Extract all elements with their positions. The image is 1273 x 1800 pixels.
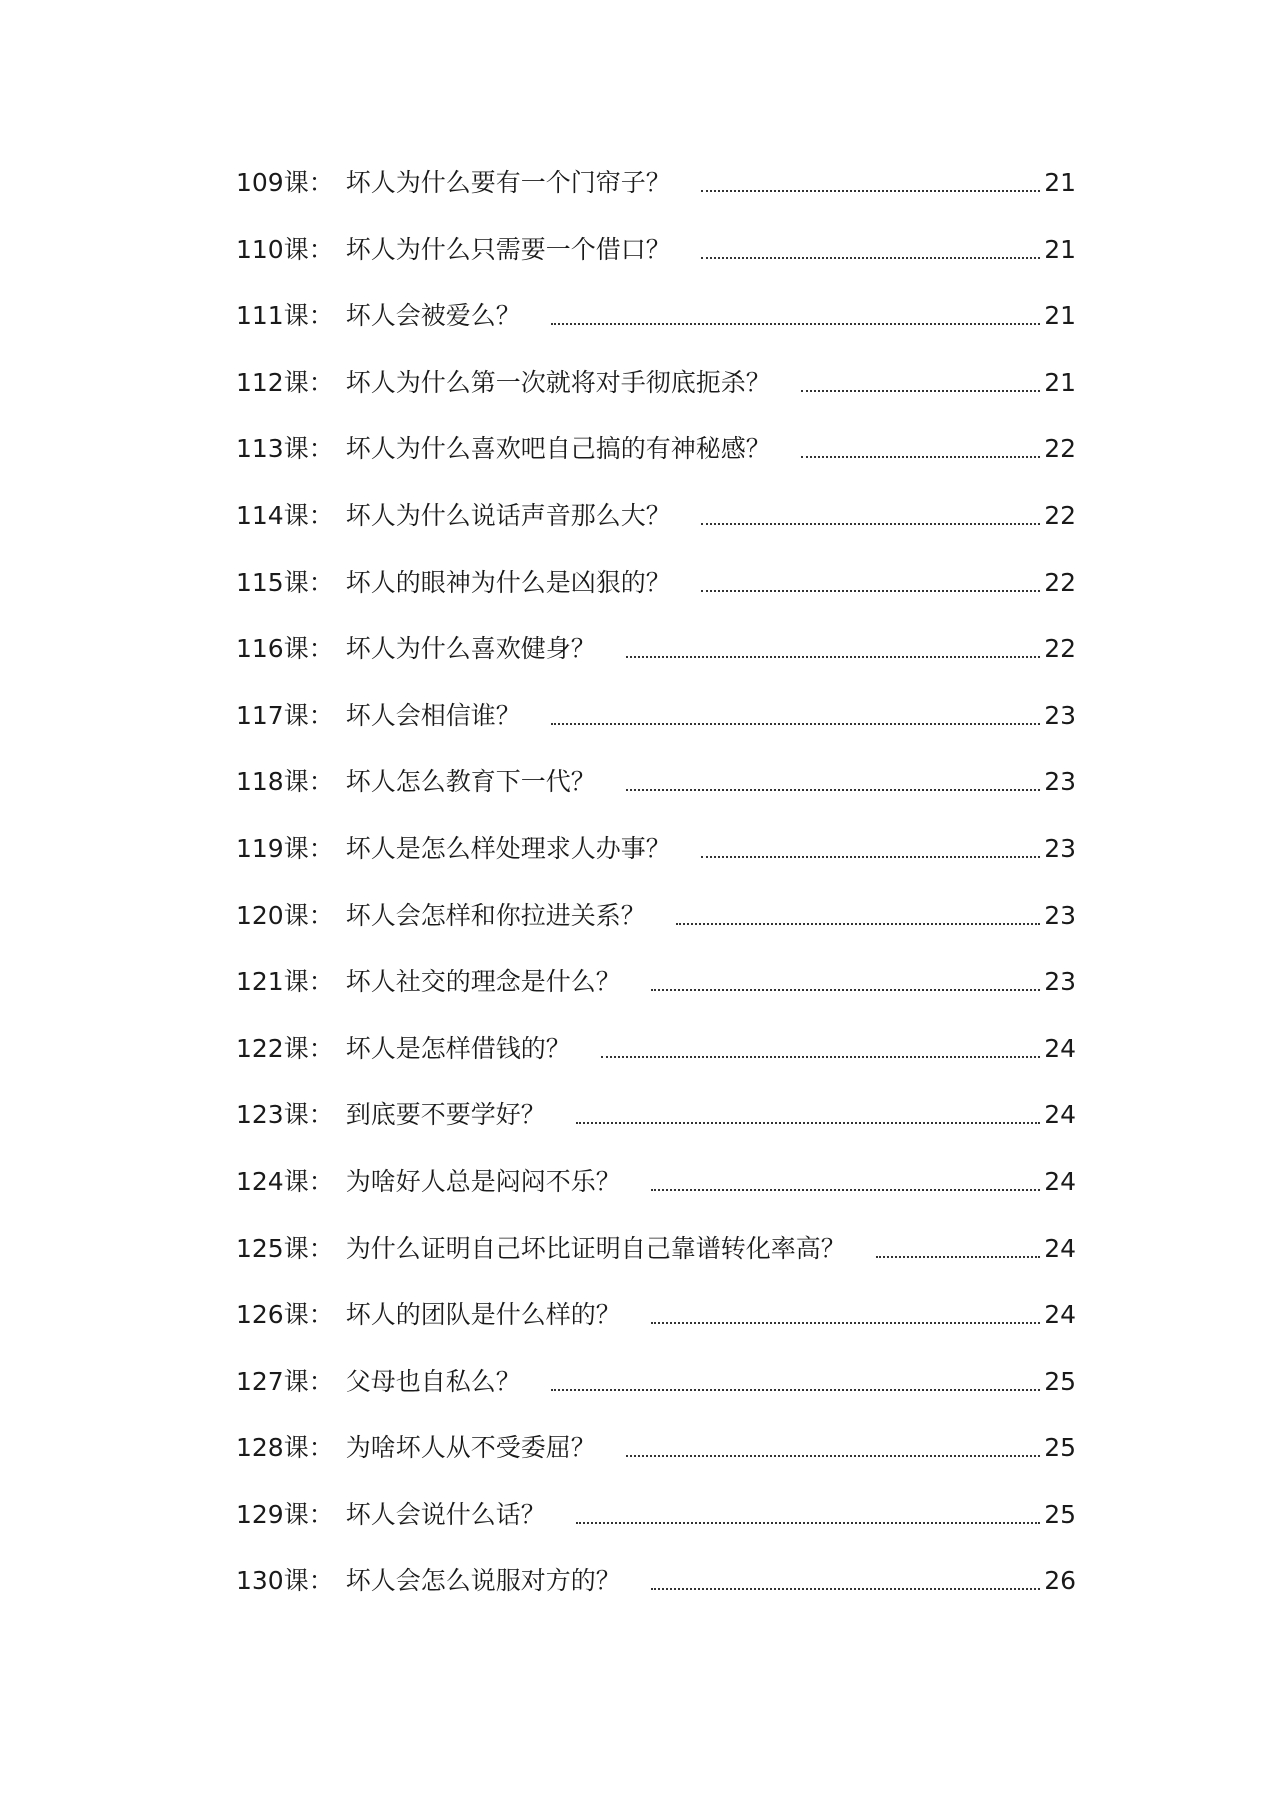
lesson-label: 课： [283, 500, 334, 530]
page-number: 24 [1044, 1166, 1076, 1196]
lesson-number: 129 [236, 1499, 284, 1529]
page-number: 23 [1044, 700, 1076, 730]
page-number: 23 [1044, 967, 1076, 997]
dot-leader [876, 1232, 1040, 1266]
lesson-number: 124 [236, 1166, 284, 1196]
dot-leader [551, 699, 1040, 733]
lesson-title: 坏人为什么第一次就将对手彻底扼杀？ [345, 367, 771, 397]
dot-leader [801, 366, 1040, 400]
page-number: 23 [1044, 767, 1076, 797]
lesson-label: 课： [283, 1433, 334, 1463]
lesson-number: 130 [236, 1566, 284, 1596]
toc-entry[interactable] [236, 1298, 1076, 1365]
lesson-number: 127 [236, 1366, 284, 1396]
toc-entry[interactable] [236, 366, 1076, 433]
lesson-label: 课： [283, 634, 334, 664]
lesson-label: 课： [283, 900, 334, 930]
toc-entry[interactable] [236, 1165, 1076, 1232]
toc-entry[interactable] [236, 632, 1076, 699]
lesson-title: 坏人为什么喜欢吧自己搞的有神秘感？ [345, 434, 771, 464]
page-number: 21 [1044, 367, 1076, 397]
lesson-number: 123 [236, 1100, 284, 1130]
page-number: 21 [1044, 301, 1076, 331]
dot-leader [651, 965, 1040, 999]
lesson-label: 课： [283, 1566, 334, 1596]
dot-leader [576, 1498, 1040, 1532]
lesson-label: 课： [283, 1499, 334, 1529]
lesson-title: 父母也自私么？ [345, 1366, 521, 1396]
lesson-label: 课： [283, 1233, 334, 1263]
lesson-number: 110 [236, 234, 284, 264]
page-number: 21 [1044, 234, 1076, 264]
lesson-title: 坏人会怎么说服对方的？ [345, 1566, 621, 1596]
lesson-number: 113 [236, 434, 284, 464]
toc-entry[interactable] [236, 432, 1076, 499]
lesson-title: 为什么证明自己坏比证明自己靠谱转化率高？ [345, 1233, 846, 1263]
page-number: 26 [1044, 1566, 1076, 1596]
dot-leader [626, 632, 1040, 666]
lesson-label: 课： [283, 168, 334, 197]
page-number: 25 [1044, 1499, 1076, 1529]
lesson-number: 128 [236, 1433, 284, 1463]
lesson-title: 为啥坏人从不受委屈？ [345, 1433, 596, 1463]
lesson-title: 坏人的团队是什么样的？ [345, 1300, 621, 1330]
page-number: 22 [1044, 434, 1076, 464]
toc-entry[interactable] [236, 965, 1076, 1032]
page-number: 24 [1044, 1300, 1076, 1330]
lesson-title: 坏人会说什么话？ [345, 1499, 546, 1529]
lesson-label: 课： [283, 434, 334, 464]
lesson-title: 坏人社交的理念是什么？ [345, 967, 621, 997]
dot-leader [626, 1431, 1040, 1465]
lesson-label: 课： [283, 234, 334, 264]
lesson-title: 为啥好人总是闷闷不乐？ [345, 1166, 621, 1196]
toc-entry[interactable] [236, 1365, 1076, 1432]
toc-entry[interactable] [236, 566, 1076, 633]
toc-entry[interactable] [236, 1098, 1076, 1165]
toc-entry[interactable] [236, 1564, 1076, 1631]
lesson-title: 坏人为什么只需要一个借口？ [345, 234, 671, 264]
lesson-title: 坏人是怎么样处理求人办事？ [345, 833, 671, 863]
lesson-label: 课： [283, 367, 334, 397]
toc-entry[interactable] [236, 1032, 1076, 1099]
lesson-label: 课： [283, 1100, 334, 1130]
lesson-title: 坏人怎么教育下一代？ [345, 767, 596, 797]
dot-leader [676, 899, 1040, 933]
lesson-title: 坏人会怎样和你拉进关系？ [345, 900, 646, 930]
lesson-number: 121 [236, 967, 284, 997]
lesson-label: 课： [283, 700, 334, 730]
dot-leader [551, 299, 1040, 333]
page-number: 22 [1044, 500, 1076, 530]
lesson-number: 114 [236, 500, 284, 530]
lesson-number: 117 [236, 700, 284, 730]
toc-entry[interactable] [236, 832, 1076, 899]
page-number: 24 [1044, 1233, 1076, 1263]
lesson-number: 109 [236, 168, 284, 197]
toc-entry[interactable] [236, 233, 1076, 300]
lesson-number: 120 [236, 900, 284, 930]
lesson-title: 坏人是怎样借钱的？ [345, 1033, 571, 1063]
toc-entry[interactable] [236, 899, 1076, 966]
dot-leader [701, 233, 1040, 267]
lesson-number: 115 [236, 567, 284, 597]
lesson-number: 111 [236, 301, 284, 331]
dot-leader [701, 499, 1040, 533]
toc-entry[interactable] [236, 299, 1076, 366]
lesson-label: 课： [283, 767, 334, 797]
lesson-number: 122 [236, 1033, 284, 1063]
dot-leader [651, 1564, 1040, 1598]
page-number: 25 [1044, 1433, 1076, 1463]
dot-leader [601, 1032, 1040, 1066]
toc-entry[interactable] [236, 1431, 1076, 1498]
toc-entry[interactable] [236, 699, 1076, 766]
lesson-label: 课： [283, 567, 334, 597]
lesson-number: 125 [236, 1233, 284, 1263]
toc-entry[interactable] [236, 765, 1076, 832]
lesson-number: 126 [236, 1300, 284, 1330]
dot-leader [651, 1298, 1040, 1332]
lesson-label: 课： [283, 1033, 334, 1063]
dot-leader [801, 432, 1040, 466]
lesson-title: 到底要不要学好？ [345, 1100, 546, 1130]
page-number: 23 [1044, 900, 1076, 930]
lesson-title: 坏人为什么说话声音那么大？ [345, 500, 671, 530]
page-number: 22 [1044, 634, 1076, 664]
dot-leader [626, 765, 1040, 799]
toc-entry[interactable] [236, 499, 1076, 566]
lesson-number: 119 [236, 833, 284, 863]
dot-leader [701, 832, 1040, 866]
lesson-label: 课： [283, 1300, 334, 1330]
lesson-number: 116 [236, 634, 284, 664]
dot-leader [651, 1165, 1040, 1199]
lesson-title: 坏人的眼神为什么是凶狠的？ [345, 567, 671, 597]
dot-leader [701, 566, 1040, 600]
lesson-label: 课： [283, 1366, 334, 1396]
page-number: 23 [1044, 833, 1076, 863]
lesson-title: 坏人为什么喜欢健身？ [345, 634, 596, 664]
dot-leader [701, 166, 1040, 200]
page-number: 24 [1044, 1033, 1076, 1063]
toc-entry[interactable] [236, 1498, 1076, 1565]
lesson-number: 112 [236, 367, 284, 397]
table-of-contents [236, 166, 1076, 1631]
lesson-label: 课： [283, 301, 334, 331]
lesson-number: 118 [236, 767, 284, 797]
page-number: 21 [1044, 168, 1076, 197]
page-number: 25 [1044, 1366, 1076, 1396]
lesson-label: 课： [283, 1166, 334, 1196]
dot-leader [576, 1098, 1040, 1132]
lesson-title: 坏人会相信谁？ [345, 700, 521, 730]
lesson-title: 坏人为什么要有一个门帘子？ [345, 168, 671, 197]
page-number: 22 [1044, 567, 1076, 597]
toc-entry[interactable] [236, 166, 1076, 233]
page-number: 24 [1044, 1100, 1076, 1130]
lesson-label: 课： [283, 833, 334, 863]
lesson-label: 课： [283, 967, 334, 997]
dot-leader [551, 1365, 1040, 1399]
toc-entry[interactable] [236, 1232, 1076, 1299]
lesson-title: 坏人会被爱么？ [345, 301, 521, 331]
